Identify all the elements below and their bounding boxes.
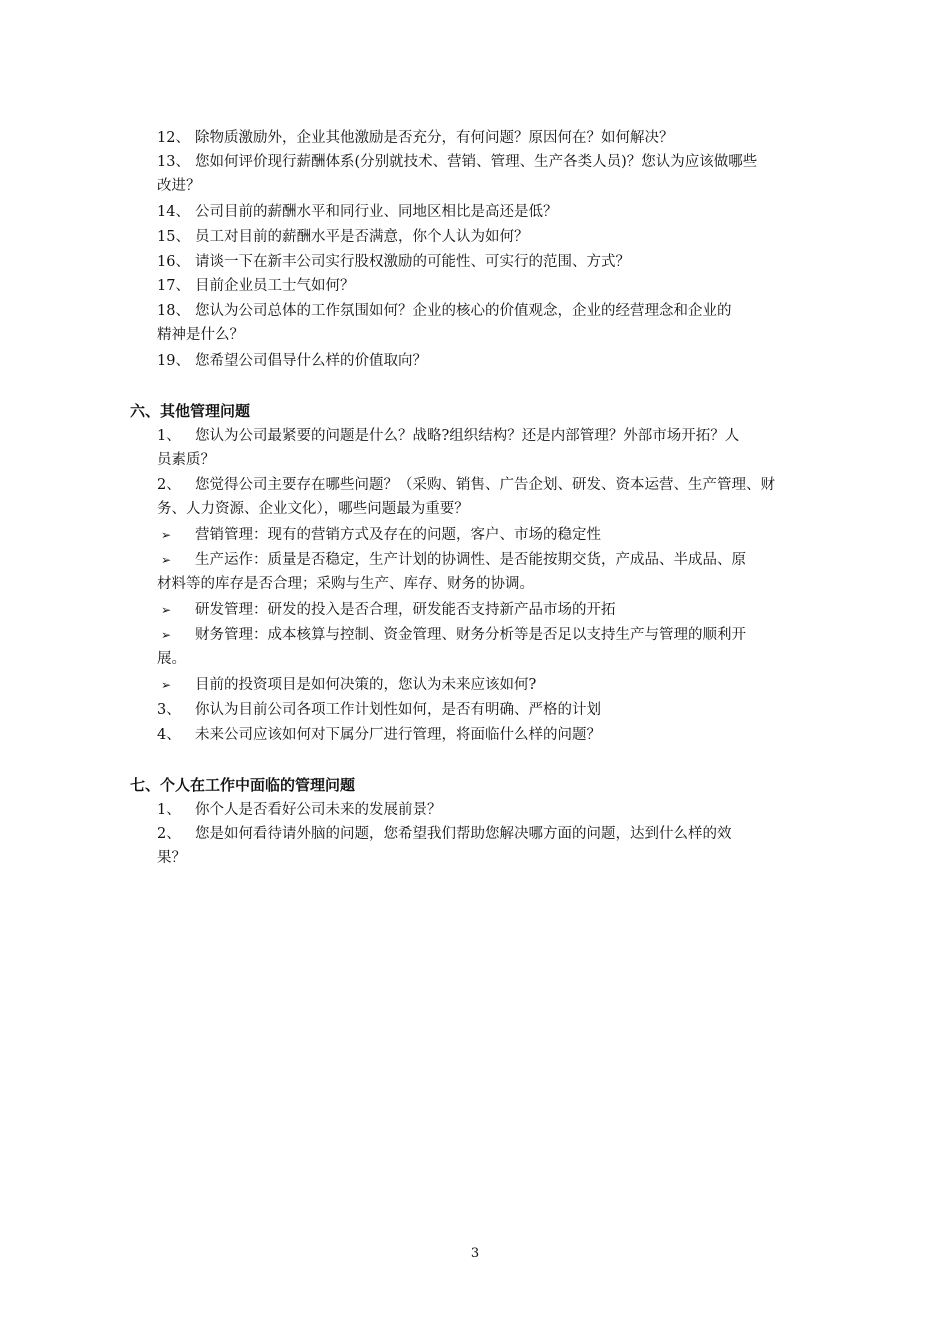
section-6-question-1-continued: 员素质？ <box>157 452 215 468</box>
question-13: 13、 您如何评价现行薪酬体系(分别就技术、营销、管理、生产各类人员)？您认为应该做哪些 <box>157 154 758 170</box>
arrow-bullet-icon: ➢ <box>161 678 172 692</box>
section-7-heading: 七、个人在工作中面临的管理问题 <box>130 776 356 794</box>
arrow-bullet-icon: ➢ <box>161 603 172 617</box>
section-6-question-2-continued: 务、人力资源、企业文化），哪些问题最为重要？ <box>157 501 469 517</box>
question-16: 16、 请谈一下在新丰公司实行股权激励的可能性、可实行的范围、方式？ <box>157 254 630 270</box>
page-number: 3 <box>470 1246 480 1261</box>
arrow-bullet-icon: ➢ <box>161 528 172 542</box>
question-12: 12、 除物质激励外，企业其他激励是否充分，有何问题？原因何在？如何解决？ <box>157 130 674 146</box>
section-7-question-1: 1、 你个人是否看好公司未来的发展前景？ <box>157 802 442 818</box>
bullet-production: ➢ 生产运作：质量是否稳定，生产计划的协调性、是否能按期交货，产成品、半成品、原 <box>157 548 827 572</box>
question-15: 15、 员工对目前的薪酬水平是否满意，你个人认为如何？ <box>157 229 529 245</box>
question-13-continued: 改进？ <box>157 178 201 194</box>
question-17: 17、 目前企业员工士气如何？ <box>157 278 355 294</box>
section-6-question-3: 3、 你认为目前公司各项工作计划性如何，是否有明确、严格的计划 <box>157 702 601 718</box>
bullet-finance: ➢ 财务管理：成本核算与控制、资金管理、财务分析等是否足以支持生产与管理的顺利开 <box>157 623 827 647</box>
section-7-question-2: 2、 您是如何看待请外脑的问题，您希望我们帮助您解决哪方面的问题，达到什么样的效 <box>157 826 732 842</box>
bullet-marketing: ➢ 营销管理：现有的营销方式及存在的问题，客户、市场的稳定性 <box>157 523 827 547</box>
arrow-bullet-icon: ➢ <box>161 628 172 642</box>
question-19: 19、 您希望公司倡导什么样的价值取向？ <box>157 353 427 369</box>
section-6-question-1: 1、 您认为公司最紧要的问题是什么？战略?组织结构？还是内部管理？外部市场开拓？人 <box>157 428 740 444</box>
bullet-investment: ➢ 目前的投资项目是如何决策的，您认为未来应该如何? <box>157 673 827 697</box>
question-18-continued: 精神是什么？ <box>157 327 244 343</box>
section-7-question-2-continued: 果？ <box>157 850 186 866</box>
question-18: 18、 您认为公司总体的工作氛围如何？企业的核心的价值观念，企业的经营理念和企业的 <box>157 303 732 319</box>
question-14: 14、 公司目前的薪酬水平和同行业、同地区相比是高还是低？ <box>157 204 558 220</box>
section-6-heading: 六、其他管理问题 <box>130 402 251 420</box>
section-6-question-2: 2、 您觉得公司主要存在哪些问题？（采购、销售、广告企划、研发、资本运营、生产管理、财 <box>157 477 775 493</box>
section-6-question-4: 4、 未来公司应该如何对下属分厂进行管理，将面临什么样的问题？ <box>157 727 601 743</box>
bullet-production-continued: 材料等的库存是否合理；采购与生产、库存、财务的协调。 <box>157 576 534 592</box>
arrow-bullet-icon: ➢ <box>161 553 172 567</box>
bullet-finance-continued: 展。 <box>157 651 186 667</box>
bullet-rnd: ➢ 研发管理：研发的投入是否合理，研发能否支持新产品市场的开拓 <box>157 598 827 622</box>
